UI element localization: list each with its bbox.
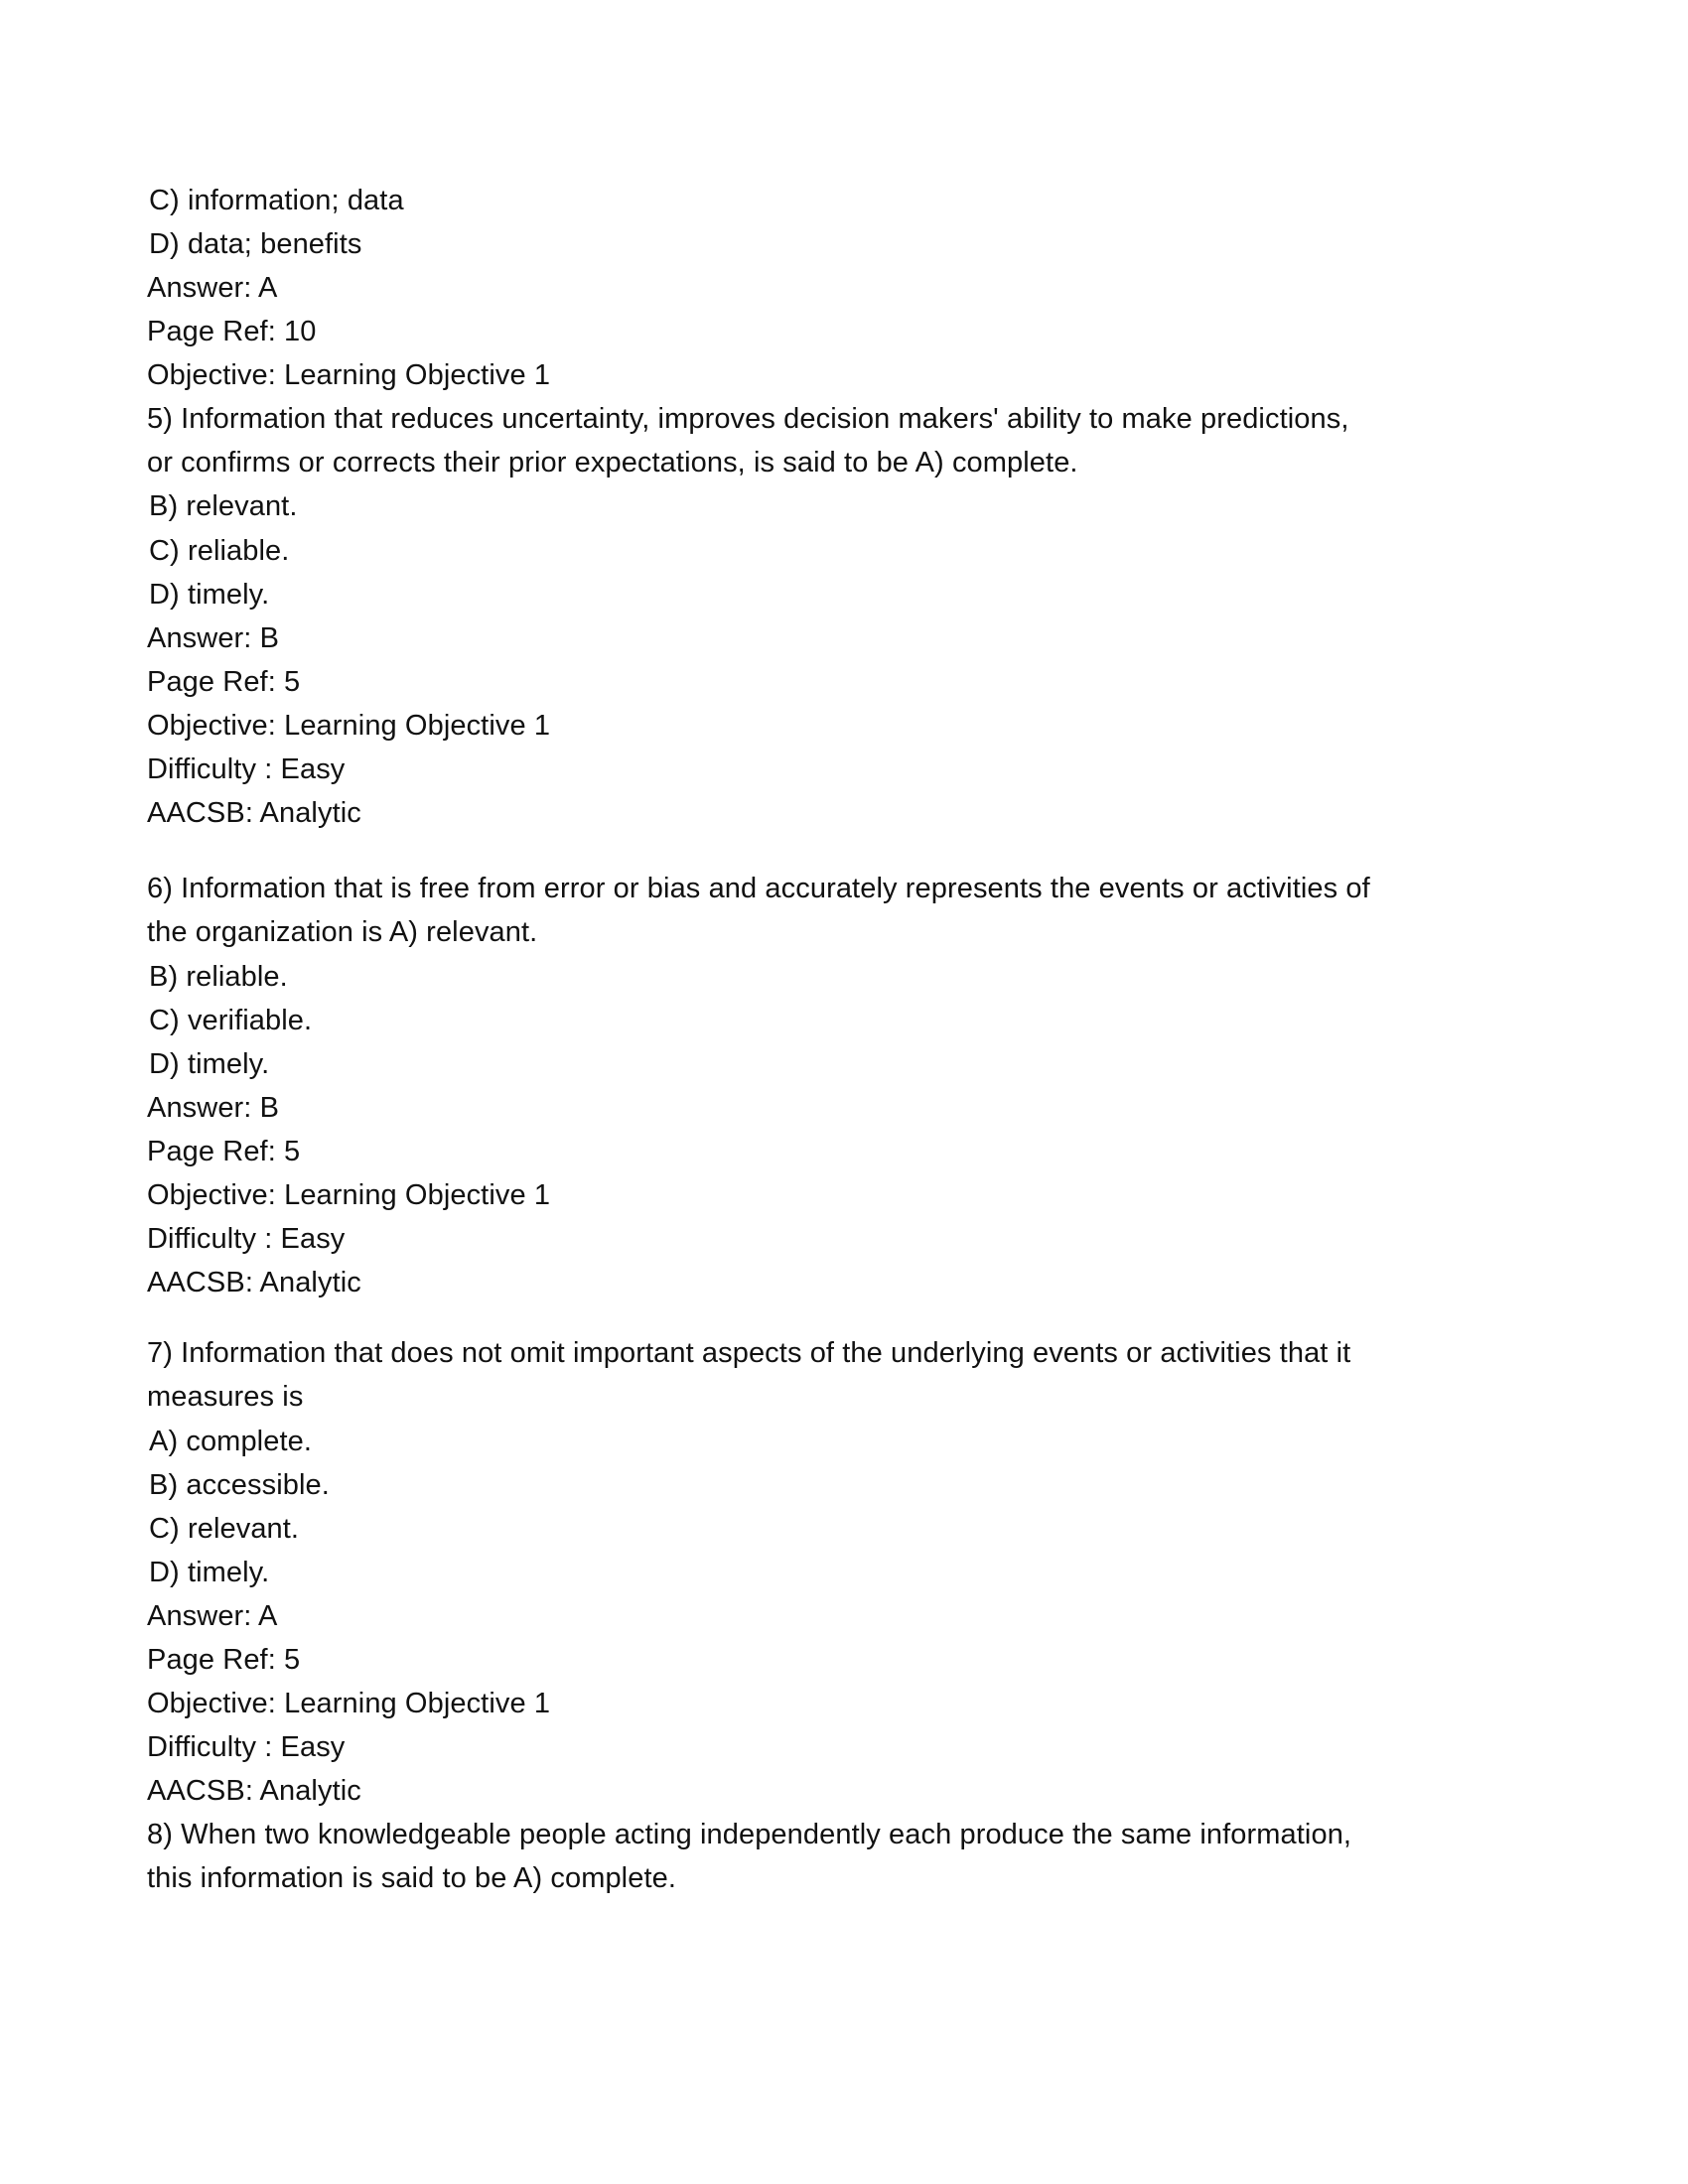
question-5-text-cont: or confirms or corrects their prior expectations, is said to be A) complete. [147,447,1078,478]
aacsb-line: AACSB: Analytic [147,1775,361,1807]
difficulty-line: Difficulty : Easy [147,1731,346,1763]
option-c: C) verifiable. [149,1005,313,1036]
aacsb-line: AACSB: Analytic [147,797,361,829]
option-b: B) accessible. [149,1469,330,1501]
option-d: D) timely. [149,1048,270,1080]
option-a: A) complete. [149,1426,312,1457]
option-c: C) information; data [149,185,404,216]
page-ref-line: Page Ref: 5 [147,1644,301,1676]
question-8-text: 8) When two knowledgeable people acting independently each produce the same information, [147,1819,1352,1850]
question-5-text: 5) Information that reduces uncertainty, improves decision makers' ability to make predictions, [147,403,1349,435]
option-b: B) relevant. [149,490,298,522]
option-d: D) timely. [149,1557,270,1588]
objective-line: Objective: Learning Objective 1 [147,710,551,742]
question-7-text: 7) Information that does not omit important aspects of the underlying events or activities that it [147,1337,1351,1369]
page-ref-line: Page Ref: 10 [147,316,317,347]
question-6-text: 6) Information that is free from error or bias and accurately represents the events or activities of [147,873,1370,904]
difficulty-line: Difficulty : Easy [147,753,346,785]
option-c: C) relevant. [149,1513,300,1545]
option-c: C) reliable. [149,535,290,567]
question-7-text-cont: measures is [147,1381,304,1413]
answer-line: Answer: B [147,1092,280,1124]
option-d: D) data; benefits [149,228,362,260]
objective-line: Objective: Learning Objective 1 [147,1179,551,1211]
answer-line: Answer: A [147,1600,278,1632]
aacsb-line: AACSB: Analytic [147,1267,361,1298]
question-8-text-cont: this information is said to be A) complete. [147,1862,676,1894]
option-b: B) reliable. [149,961,288,993]
page-ref-line: Page Ref: 5 [147,1136,301,1167]
difficulty-line: Difficulty : Easy [147,1223,346,1255]
page-ref-line: Page Ref: 5 [147,666,301,698]
objective-line: Objective: Learning Objective 1 [147,1688,551,1719]
answer-line: Answer: B [147,622,280,654]
option-d: D) timely. [149,579,270,611]
question-6-text-cont: the organization is A) relevant. [147,916,538,948]
answer-line: Answer: A [147,272,278,304]
objective-line: Objective: Learning Objective 1 [147,359,551,391]
